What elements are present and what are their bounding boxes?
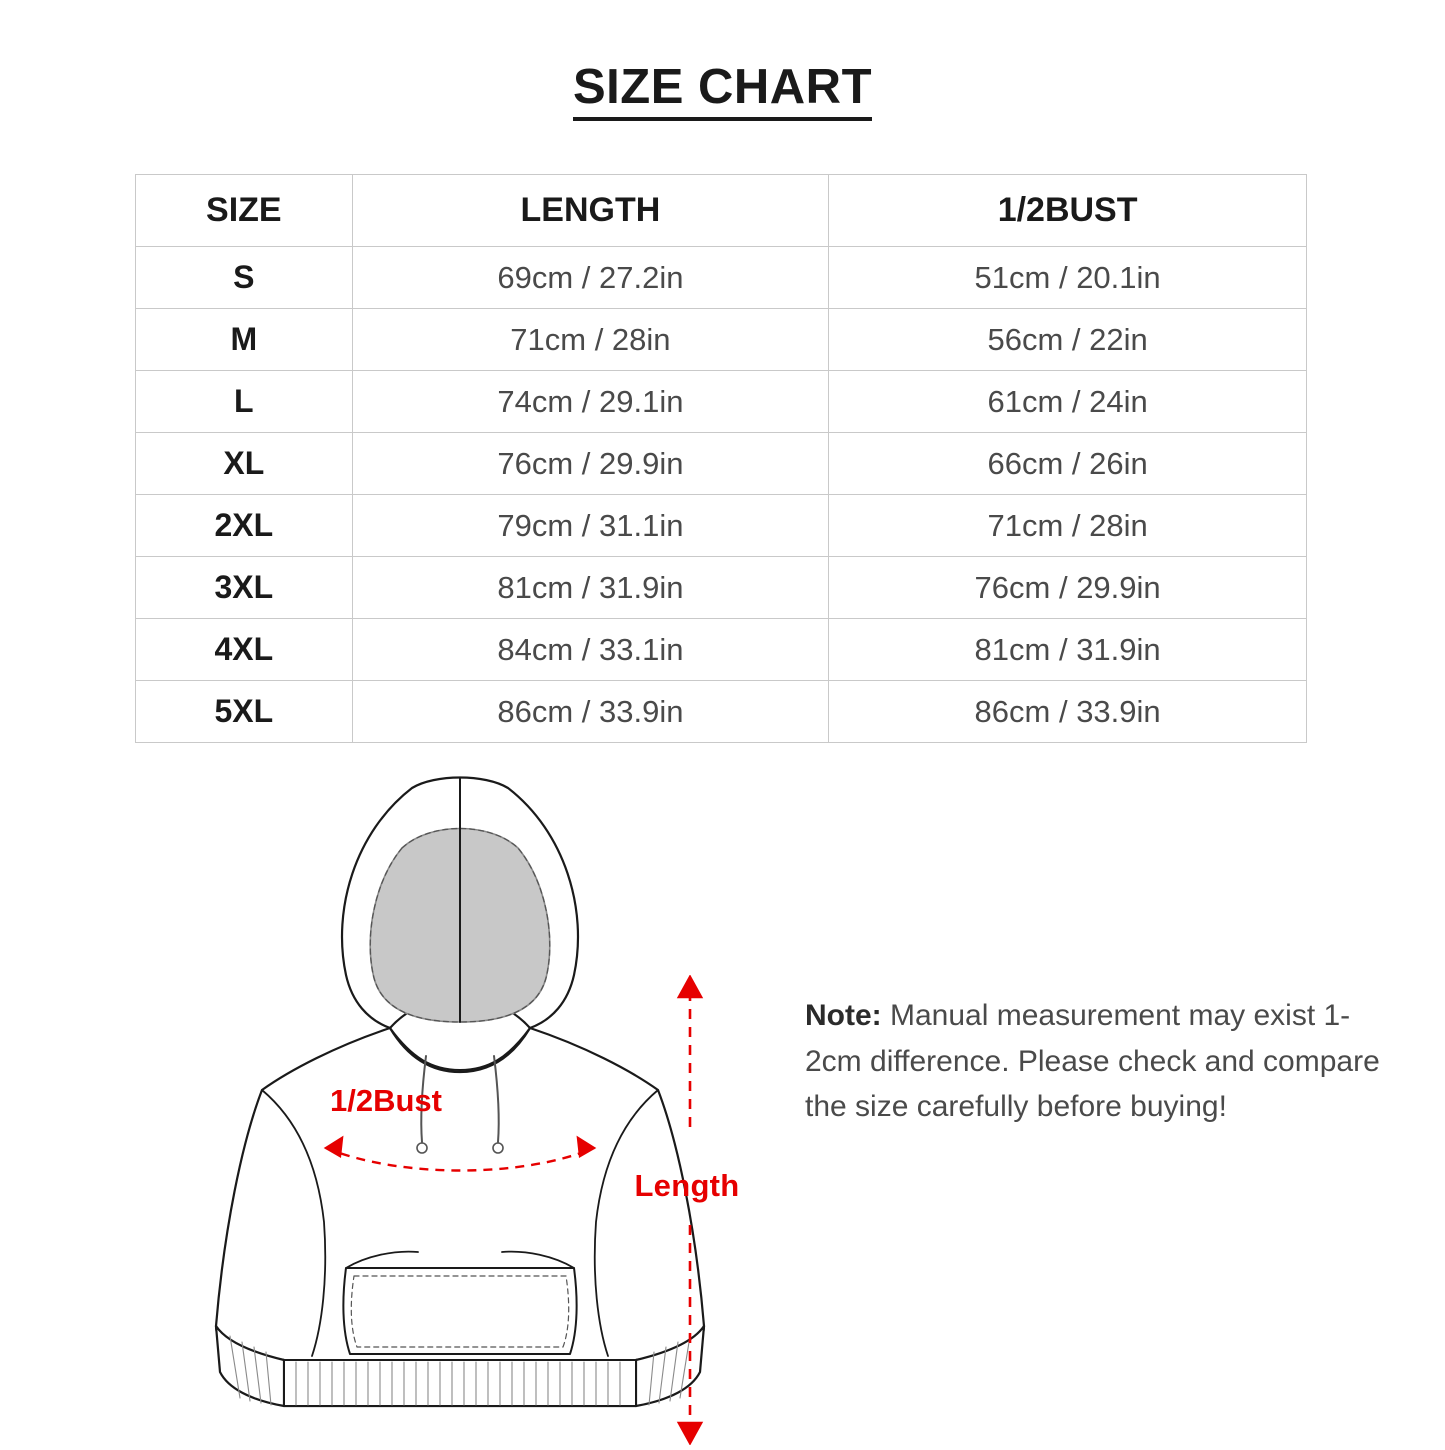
cell-length: 86cm / 33.9in [352,681,829,743]
page-title: SIZE CHART [573,62,872,121]
length-dimension-arrow [660,975,720,1445]
table-row [136,619,1307,681]
cell-length: 76cm / 29.9in [352,433,829,495]
cell-size: L [136,371,353,433]
half-bust-annotation: 1/2Bust [330,1083,442,1118]
table-row [136,557,1307,619]
cell-half-bust: 71cm / 28in [829,495,1307,557]
cell-length: 81cm / 31.9in [352,557,829,619]
cell-length: 74cm / 29.1in [352,371,829,433]
table-row [136,681,1307,743]
table-row [136,247,1307,309]
cell-length: 69cm / 27.2in [352,247,829,309]
length-annotation: Length [634,1168,740,1203]
table-row [136,495,1307,557]
note-text: Manual measurement may exist 1-2cm difference. Please check and compare the size carefully before buying! [805,999,1380,1124]
column-header-size: SIZE [136,175,353,247]
cell-half-bust: 86cm / 33.9in [829,681,1307,743]
cell-size: 5XL [136,681,353,743]
cell-half-bust: 76cm / 29.9in [829,557,1307,619]
cell-half-bust: 51cm / 20.1in [829,247,1307,309]
note-prefix: Note: [805,999,882,1032]
cell-size: 4XL [136,619,353,681]
cell-size: XL [136,433,353,495]
cell-half-bust: 66cm / 26in [829,433,1307,495]
table-row [136,371,1307,433]
cell-length: 71cm / 28in [352,309,829,371]
cell-half-bust: 81cm / 31.9in [829,619,1307,681]
cell-size: M [136,309,353,371]
cell-length: 84cm / 33.1in [352,619,829,681]
cell-length: 79cm / 31.1in [352,495,829,557]
column-header-length: LENGTH [352,175,829,247]
column-header-half-bust: 1/2BUST [829,175,1307,247]
cell-half-bust: 61cm / 24in [829,371,1307,433]
page-title-wrap [0,0,1445,121]
table-header-row [136,175,1307,247]
length-arrow-svg [660,975,720,1445]
cell-size: 2XL [136,495,353,557]
cell-size: 3XL [136,557,353,619]
cell-half-bust: 56cm / 22in [829,309,1307,371]
table-row [136,309,1307,371]
cell-size: S [136,247,353,309]
size-chart-table-wrap [135,174,1307,743]
measurement-note [805,993,1385,1130]
size-chart-table [135,174,1307,743]
table-row [136,433,1307,495]
